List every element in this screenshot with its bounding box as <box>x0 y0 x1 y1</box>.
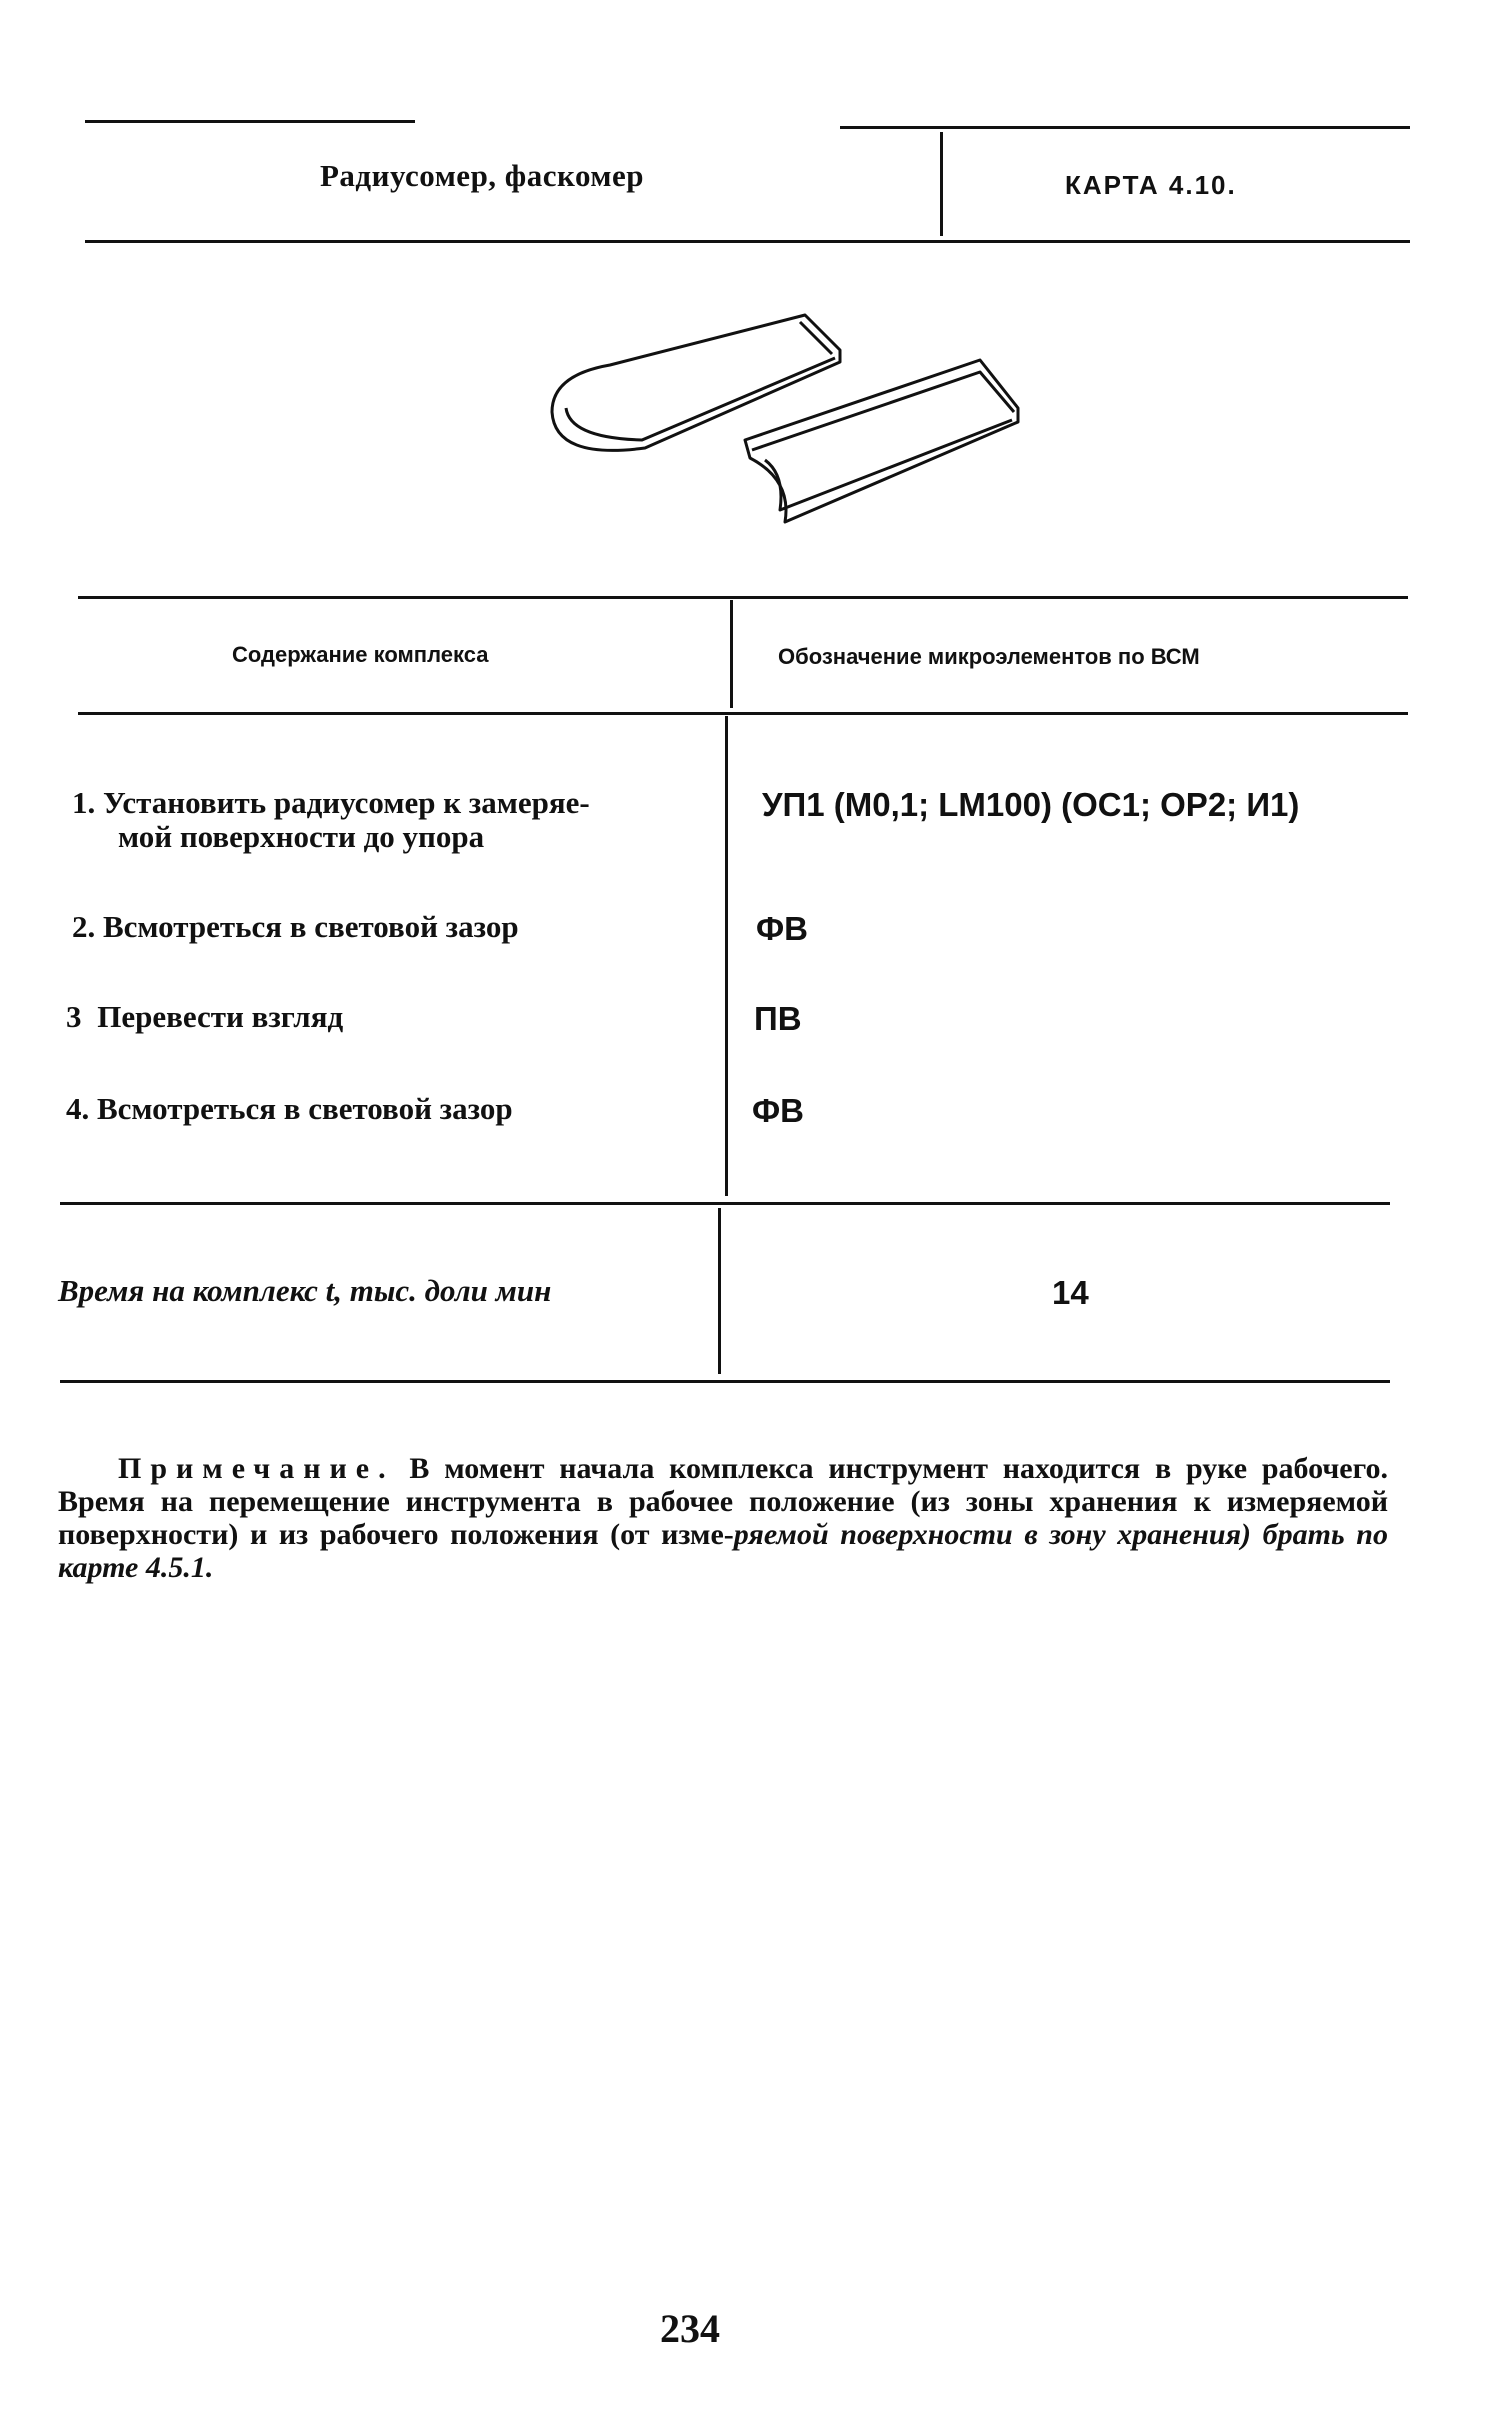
note-text: В момент начала комплекса инструмент находится в руке рабочего. Время на перемещение инструмента в рабочее положение (из зоны хранения к измеряемой поверхности) и из рабочего положения (от изме- <box>58 1452 1389 1551</box>
row-code: ФВ <box>752 1092 804 1129</box>
header-top-rule-left <box>85 120 415 123</box>
row-number: 2. <box>72 909 96 944</box>
note-label: Примечание. <box>118 1452 395 1485</box>
page-title: Радиусомер, фаскомер <box>320 158 644 193</box>
row-code: ПВ <box>754 1000 802 1037</box>
page-number: 234 <box>660 2306 720 2351</box>
table-bottom-rule <box>60 1380 1390 1383</box>
table-row <box>72 910 519 944</box>
table-body-bottom-rule <box>60 1202 1390 1205</box>
time-divider <box>718 1208 721 1374</box>
header-bottom-rule <box>85 240 1410 243</box>
row-text: Всмотреться в световой зазор <box>103 909 519 944</box>
row-number: 4. <box>66 1091 90 1126</box>
table-top-rule <box>78 596 1408 599</box>
note-text-italic: ряемой поверхности в зону хранения) брать по карте 4.5.1. <box>58 1518 1388 1584</box>
row-code: ФВ <box>756 910 808 947</box>
header-top-rule-right <box>840 126 1410 129</box>
col-header-content: Содержание комплекса <box>232 642 489 667</box>
table-row <box>66 1092 513 1126</box>
radius-gauge-icon <box>530 300 1050 535</box>
row-text: Перевести взгляд <box>97 999 344 1034</box>
note-paragraph <box>58 1452 1388 1584</box>
time-label: Время на комплекс t, тыс. доли мин <box>58 1273 552 1308</box>
col-header-designation: Обозначение микроэлементов по ВСМ <box>778 644 1200 669</box>
header-divider <box>940 132 943 236</box>
card-number: КАРТА 4.10. <box>1065 170 1237 200</box>
table-head-bottom-rule <box>78 712 1408 715</box>
row-number: 1. <box>72 785 96 820</box>
table-body-divider <box>725 716 728 1196</box>
time-value: 14 <box>1052 1274 1089 1311</box>
table-head-divider <box>730 600 733 708</box>
row-code: УП1 (М0,1; LM100) (ОС1; ОР2; И1) <box>762 786 1300 823</box>
row-text: Установить радиусомер к замеряе- <box>103 785 590 820</box>
row-text-continued: мой поверхности до упора <box>118 819 485 854</box>
table-row <box>66 1000 343 1034</box>
row-text: Всмотреться в световой зазор <box>97 1091 513 1126</box>
row-number: 3 <box>66 999 82 1034</box>
table-row <box>72 786 590 820</box>
